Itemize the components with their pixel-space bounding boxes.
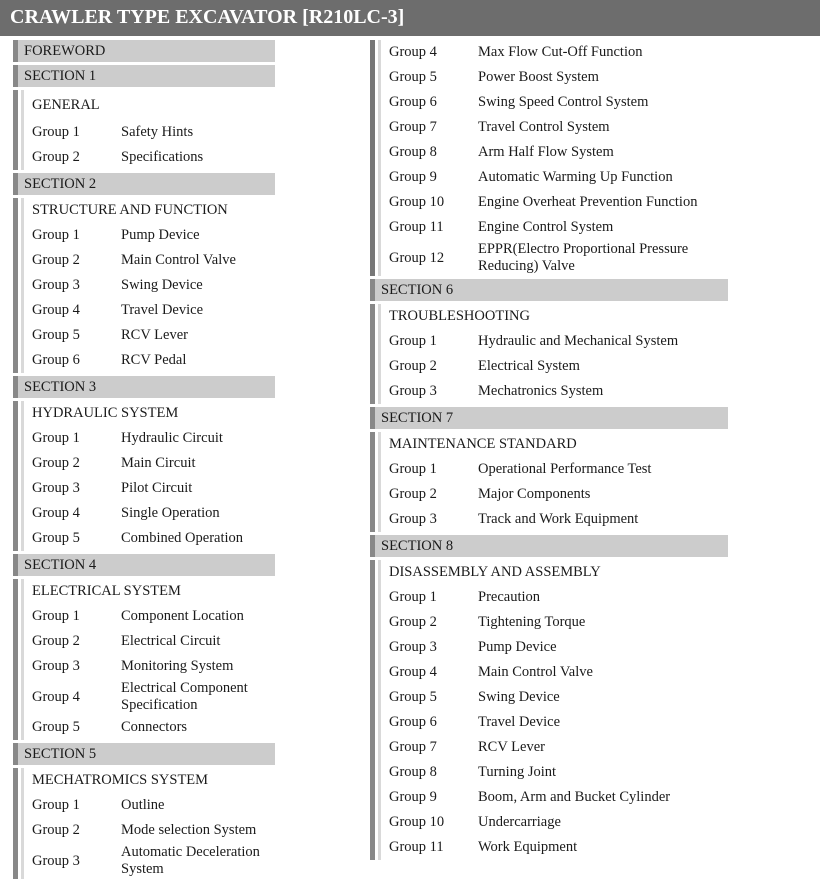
toc-group-link[interactable] bbox=[378, 507, 728, 532]
group-number: Group 2 bbox=[32, 822, 80, 838]
toc-group-link[interactable] bbox=[21, 248, 275, 273]
group-title: Electrical Component Specification bbox=[121, 680, 248, 713]
group-title: Turning Joint bbox=[478, 764, 557, 780]
toc-group-link[interactable] bbox=[21, 145, 275, 170]
group-title: Hydraulic Circuit bbox=[121, 430, 223, 446]
group-number: Group 10 bbox=[389, 194, 445, 210]
toc-group-link[interactable] bbox=[21, 526, 275, 551]
section-body bbox=[370, 304, 728, 404]
group-number: Group 7 bbox=[389, 739, 437, 755]
group-title: Major Components bbox=[478, 486, 591, 502]
section-body bbox=[13, 768, 275, 879]
toc-group-link[interactable] bbox=[21, 715, 275, 740]
toc-group-link[interactable] bbox=[21, 348, 275, 373]
section-subtitle[interactable]: MAINTENANCE STANDARD bbox=[378, 432, 728, 457]
group-title: Swing Device bbox=[121, 277, 203, 293]
group-number: Group 2 bbox=[389, 486, 437, 502]
group-title: EPPR(Electro Proportional Pressure Reducing) Valve bbox=[478, 241, 689, 274]
toc-group-link[interactable] bbox=[378, 685, 728, 710]
group-title: Combined Operation bbox=[121, 530, 244, 546]
toc-group-link[interactable] bbox=[21, 654, 275, 679]
group-number: Group 7 bbox=[389, 119, 437, 135]
group-title: Specifications bbox=[121, 149, 204, 165]
group-title: Hydraulic and Mechanical System bbox=[478, 333, 679, 349]
group-number: Group 6 bbox=[389, 714, 437, 730]
toc-group-link[interactable] bbox=[378, 215, 728, 240]
toc-group-link[interactable] bbox=[378, 40, 728, 65]
group-title: Swing Speed Control System bbox=[478, 94, 649, 110]
group-title: Main Circuit bbox=[121, 455, 196, 471]
section-subtitle[interactable]: ELECTRICAL SYSTEM bbox=[21, 579, 275, 604]
group-number: Group 1 bbox=[389, 589, 437, 605]
section-header[interactable]: SECTION 6 bbox=[370, 279, 728, 301]
section-header[interactable]: SECTION 7 bbox=[370, 407, 728, 429]
group-number: Group 5 bbox=[389, 69, 437, 85]
toc-group-link[interactable] bbox=[21, 223, 275, 248]
group-title: RCV Lever bbox=[121, 327, 188, 343]
group-title: Arm Half Flow System bbox=[478, 144, 614, 160]
group-number: Group 8 bbox=[389, 764, 437, 780]
group-number: Group 4 bbox=[389, 44, 437, 60]
group-title: Precaution bbox=[478, 589, 541, 605]
section-subtitle[interactable]: TROUBLESHOOTING bbox=[378, 304, 728, 329]
group-number: Group 1 bbox=[32, 430, 80, 446]
toc-group-link[interactable] bbox=[378, 190, 728, 215]
group-number: Group 5 bbox=[389, 689, 437, 705]
group-number: Group 5 bbox=[32, 719, 80, 735]
toc-group-link[interactable] bbox=[21, 298, 275, 323]
group-number: Group 3 bbox=[32, 277, 80, 293]
group-title: Engine Overheat Prevention Function bbox=[478, 194, 698, 210]
toc-group-link[interactable] bbox=[21, 120, 275, 145]
group-title: Boom, Arm and Bucket Cylinder bbox=[478, 789, 671, 805]
group-title: Pilot Circuit bbox=[121, 480, 193, 496]
group-number: Group 2 bbox=[389, 614, 437, 630]
group-title: Pump Device bbox=[478, 639, 557, 655]
toc-group-link[interactable] bbox=[378, 585, 728, 610]
toc-group-link[interactable] bbox=[378, 115, 728, 140]
group-number: Group 9 bbox=[389, 169, 437, 185]
group-title: Connectors bbox=[121, 719, 188, 735]
group-number: Group 3 bbox=[389, 639, 437, 655]
section-body bbox=[13, 90, 275, 170]
toc-left-column bbox=[13, 40, 275, 882]
group-title: Main Control Valve bbox=[121, 252, 236, 268]
group-title: Travel Control System bbox=[478, 119, 610, 135]
group-number: Group 3 bbox=[32, 480, 80, 496]
group-number: Group 12 bbox=[389, 249, 445, 266]
group-title: Operational Performance Test bbox=[478, 461, 652, 477]
group-number: Group 1 bbox=[32, 124, 80, 140]
group-number: Group 2 bbox=[32, 633, 80, 649]
group-title: Mechatronics System bbox=[478, 383, 604, 399]
group-number: Group 6 bbox=[389, 94, 437, 110]
toc-group-link[interactable] bbox=[378, 482, 728, 507]
toc-group-link[interactable] bbox=[21, 629, 275, 654]
group-title: Work Equipment bbox=[478, 839, 578, 855]
page-title: CRAWLER TYPE EXCAVATOR [R210LC-3] bbox=[0, 0, 820, 36]
toc-group-link[interactable] bbox=[378, 240, 728, 276]
section-header[interactable]: SECTION 4 bbox=[13, 554, 275, 576]
group-number: Group 4 bbox=[32, 505, 80, 521]
group-title: Track and Work Equipment bbox=[478, 511, 639, 527]
toc-group-link[interactable] bbox=[378, 760, 728, 785]
group-number: Group 4 bbox=[32, 688, 80, 705]
group-title: Electrical System bbox=[478, 358, 580, 374]
group-title: Single Operation bbox=[121, 505, 220, 521]
group-title: RCV Pedal bbox=[121, 352, 187, 368]
toc-group-link[interactable] bbox=[21, 604, 275, 629]
group-title: Power Boost System bbox=[478, 69, 599, 85]
group-number: Group 4 bbox=[389, 664, 437, 680]
group-title: Automatic Warming Up Function bbox=[478, 169, 673, 185]
group-title: Mode selection System bbox=[121, 822, 257, 838]
group-number: Group 1 bbox=[389, 461, 437, 477]
group-number: Group 3 bbox=[389, 511, 437, 527]
group-title: Max Flow Cut-Off Function bbox=[478, 44, 643, 60]
group-title: Pump Device bbox=[121, 227, 200, 243]
section-subtitle[interactable]: STRUCTURE AND FUNCTION bbox=[21, 198, 275, 223]
group-number: Group 9 bbox=[389, 789, 437, 805]
section-subtitle[interactable]: GENERAL bbox=[21, 90, 275, 120]
toc-right-column bbox=[370, 40, 728, 863]
section-header[interactable]: SECTION 8 bbox=[370, 535, 728, 557]
group-number: Group 2 bbox=[389, 358, 437, 374]
group-title: Electrical Circuit bbox=[121, 633, 221, 649]
group-number: Group 2 bbox=[32, 149, 80, 165]
group-title: Travel Device bbox=[121, 302, 204, 318]
toc-group-link[interactable] bbox=[378, 710, 728, 735]
toc-group-link[interactable] bbox=[21, 679, 275, 715]
group-number: Group 4 bbox=[32, 302, 80, 318]
group-title: Tightening Torque bbox=[478, 614, 586, 630]
toc-group-link[interactable] bbox=[378, 835, 728, 860]
toc-group-link[interactable] bbox=[21, 818, 275, 843]
toc-group-link[interactable] bbox=[21, 451, 275, 476]
toc-group-link[interactable] bbox=[378, 457, 728, 482]
group-title: Outline bbox=[121, 797, 165, 813]
group-number: Group 1 bbox=[389, 333, 437, 349]
section-header[interactable]: SECTION 2 bbox=[13, 173, 275, 195]
toc-group-link[interactable] bbox=[378, 354, 728, 379]
toc-group-link[interactable] bbox=[378, 65, 728, 90]
group-number: Group 2 bbox=[32, 455, 80, 471]
group-title: Monitoring System bbox=[121, 658, 234, 674]
group-title: Travel Device bbox=[478, 714, 561, 730]
group-number: Group 10 bbox=[389, 814, 445, 830]
toc-group-link[interactable] bbox=[378, 810, 728, 835]
toc-group-link[interactable] bbox=[378, 90, 728, 115]
group-number: Group 5 bbox=[32, 530, 80, 546]
toc-group-link[interactable] bbox=[378, 610, 728, 635]
group-number: Group 3 bbox=[389, 383, 437, 399]
section-subtitle[interactable]: DISASSEMBLY AND ASSEMBLY bbox=[378, 560, 728, 585]
toc-group-link[interactable] bbox=[21, 793, 275, 818]
toc-group-link[interactable] bbox=[21, 843, 275, 879]
toc-group-link[interactable] bbox=[378, 660, 728, 685]
group-number: Group 2 bbox=[32, 252, 80, 268]
group-number: Group 5 bbox=[32, 327, 80, 343]
section-body bbox=[13, 579, 275, 740]
toc-group-link[interactable] bbox=[378, 165, 728, 190]
toc-group-link[interactable] bbox=[21, 501, 275, 526]
section-subtitle[interactable]: HYDRAULIC SYSTEM bbox=[21, 401, 275, 426]
group-title: RCV Lever bbox=[478, 739, 545, 755]
group-title: Safety Hints bbox=[121, 124, 194, 140]
section-5-continued bbox=[370, 40, 728, 276]
section-body bbox=[370, 560, 728, 860]
group-number: Group 1 bbox=[32, 227, 80, 243]
group-number: Group 1 bbox=[32, 608, 80, 624]
toc-group-link[interactable] bbox=[21, 476, 275, 501]
group-title: Main Control Valve bbox=[478, 664, 593, 680]
group-title: Engine Control System bbox=[478, 219, 614, 235]
toc-group-link[interactable] bbox=[21, 273, 275, 298]
section-body bbox=[370, 432, 728, 532]
toc-group-link[interactable] bbox=[378, 379, 728, 404]
section-subtitle[interactable]: MECHATROMICS SYSTEM bbox=[21, 768, 275, 793]
toc-group-link[interactable] bbox=[21, 426, 275, 451]
section-header[interactable]: SECTION 3 bbox=[13, 376, 275, 398]
section-header[interactable]: SECTION 1 bbox=[13, 65, 275, 87]
toc-group-link[interactable] bbox=[378, 635, 728, 660]
group-number: Group 1 bbox=[32, 797, 80, 813]
group-title: Automatic Deceleration System bbox=[121, 844, 260, 877]
group-number: Group 11 bbox=[389, 219, 444, 235]
section-header[interactable]: SECTION 5 bbox=[13, 743, 275, 765]
toc-group-link[interactable] bbox=[378, 785, 728, 810]
foreword-link[interactable]: FOREWORD bbox=[13, 40, 275, 62]
toc-group-link[interactable] bbox=[378, 329, 728, 354]
toc-group-link[interactable] bbox=[21, 323, 275, 348]
toc-group-link[interactable] bbox=[378, 735, 728, 760]
group-title: Undercarriage bbox=[478, 814, 561, 830]
group-title: Swing Device bbox=[478, 689, 560, 705]
section-body bbox=[13, 198, 275, 373]
group-number: Group 3 bbox=[32, 852, 80, 869]
group-number: Group 6 bbox=[32, 352, 80, 368]
group-number: Group 8 bbox=[389, 144, 437, 160]
group-number: Group 11 bbox=[389, 839, 444, 855]
group-number: Group 3 bbox=[32, 658, 80, 674]
group-title: Component Location bbox=[121, 608, 244, 624]
section-body bbox=[13, 401, 275, 551]
toc-group-link[interactable] bbox=[378, 140, 728, 165]
